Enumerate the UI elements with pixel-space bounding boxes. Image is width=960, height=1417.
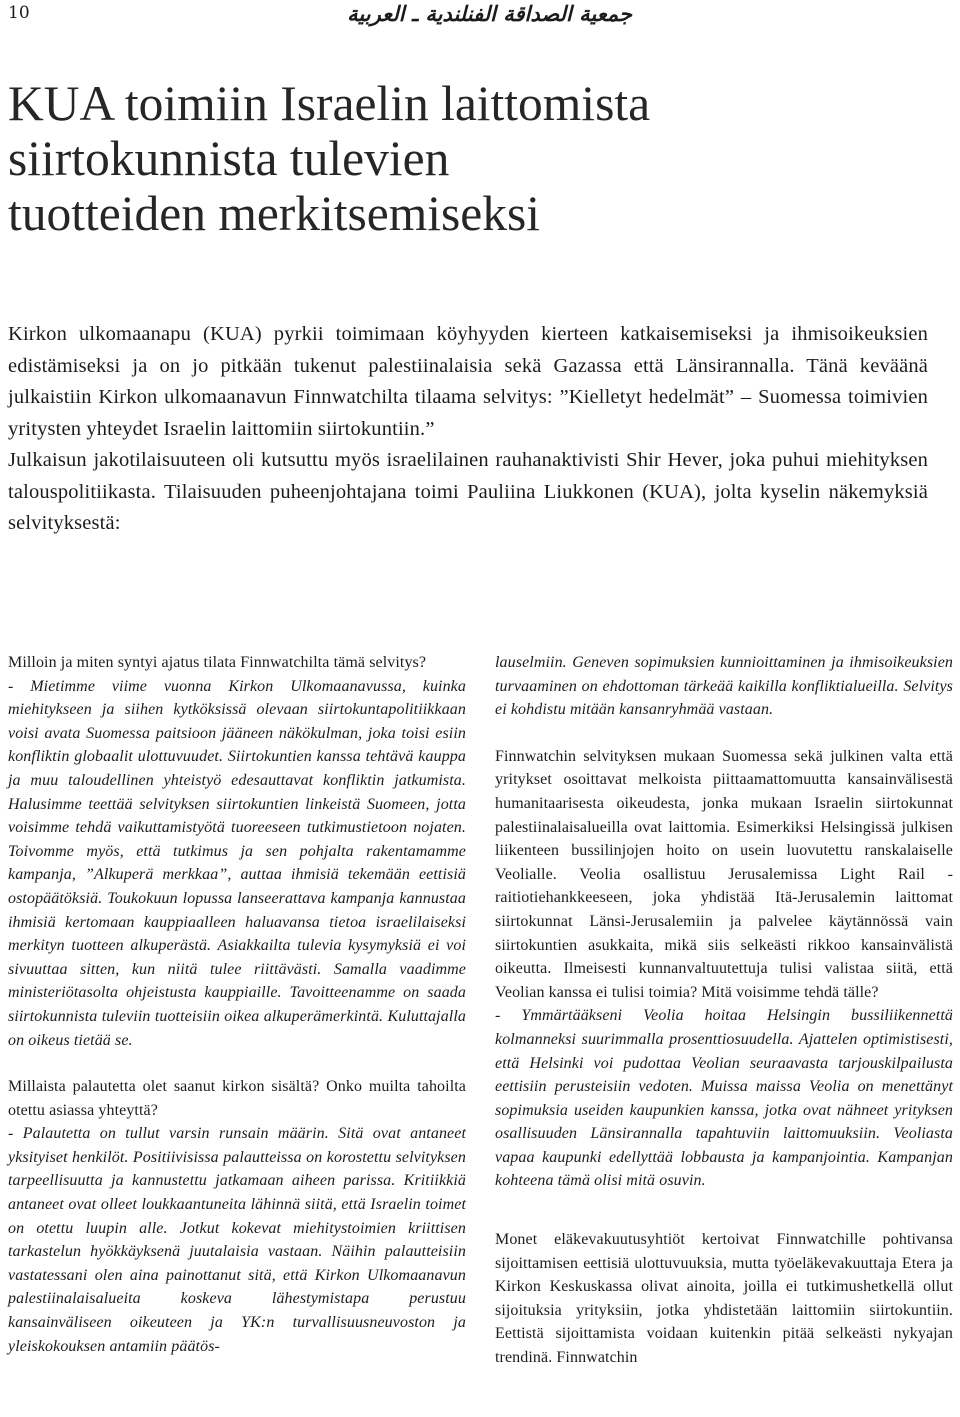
title-line: KUA toimiin Israelin laittomista [8,76,651,131]
organization-name: جمعية الصداقة الفنلندية ـ العربية [347,2,632,26]
intro-paragraph: Julkaisun jakotilaisuuteen oli kutsuttu myös israelilainen rauhanaktivisti Shir Hever, joka puhui miehityksen talouspolitiikasta. Tilaisuuden puheenjohtajana toimi Pauliina Liukkonen (KUA), jolta kyselin näkemyksiä selvityksestä: [8,449,928,534]
article-title [8,76,948,241]
interview-answer: lauselmiin. Geneven sopimuksien kunnioittaminen ja ihmisoikeuksien turvaaminen on ehdottoman tärkeää kaikilla konfliktialueilla. Selvitys ei kohdistu mitään kansanryhmää vastaan. [495,654,953,719]
interview-question: Milloin ja miten syntyi ajatus tilata Finnwatchilta tämä selvitys? [8,654,427,671]
title-line: tuotteiden merkitsemiseksi [8,186,541,241]
interview-question: Millaista palautetta olet saanut kirkon sisältä? Onko muilta tahoilta otettu asiassa yhteyttä? [8,1078,466,1119]
title-line: siirtokunnista tulevien [8,131,450,186]
page-number: 10 [8,3,30,23]
interview-question: Finnwatchin selvityksen mukaan Suomessa sekä julkinen valta että yritykset osoittavat melkoista piittaamattomuutta kansainvälisestä humanitaarisesta oikeudesta, jonka mukaan Israelin siirtokunnat palestiinalaisalueilla ovat laittomia. Esimerkiksi Helsingissä julkisen liikenteen bussilinjojen hoito on usein luovutettu ranskalaiselle Veolialle. Veolia osallistuu Jerusalemissa Light Rail -raitiotiehankkeeseen, joka yhdistää Itä-Jerusalemin laittomat siirtokunnat Länsi-Jerusalemiin ja palvelee käytännössä vain siirtokuntien asukkaita, mikä siis selkeästi rikkoo kansainvälistä oikeutta. Ilmeisesti kunnanvaltuutettuja tulisi valistaa siitä, että Veolian kanssa ei tulisi toimia? Mitä voisimme tehdä tälle? [495,747,953,1001]
interview-answer: - Ymmärtääkseni Veolia hoitaa Helsingin bussiliikennettä kolmanneksi suurimmalla prosenttiosuudella. Ajattelen optimistisesti, että Helsinki voi pudottaa Veolian seuraavasta tarjouskilpailusta eettisiin perusteisiin vedoten. Muissa maissa Veolia on menettänyt sopimuksia useiden kaupunkien kanssa, jotka ovat nähneet yrityksen osallisuuden Länsirannalla tapahtuviin laittomuuksiin. Veoliasta vapaa kaupunki edellyttää lobbausta ja kampanjointia. Kampanjan kohteena tämä olisi mitä osuvin. [495,1007,953,1190]
interview-answer: - Palautetta on tullut varsin runsain määrin. Sitä ovat antaneet yksityiset henkilöt. Positiivisissa palautteissa on korostettu selvityksen tarpeellisuutta ja kannustettu jatkamaan aiheen parissa. Kritiikkiä antaneet ovat olleet loukkaantuneita lähinnä siitä, että Israelin toimet on otettu luupin alle. Jotkut kokevat miehitystoimien kriittisen tarkastelun hyökkäyksenä juutalaisia vastaan. Näihin palautteisiin vastatessani olen aina painottanut sitä, että Kirkon Ulkomaanavun palestiinalaisalueita koskeva lähestymistapa perustuu kansainväliseen oikeuteen ja YK:n turvallisuusneuvoston ja yleiskokouksen antamiin päätös- [8,1125,466,1355]
right-column [495,651,953,1370]
article-intro [8,319,928,540]
article-paragraph: Monet eläkevakuutusyhtiöt kertoivat Finnwatchille pohtivansa sijoittamisen eettisiä ulottuvuuksia, mutta työeläkevakuuttaja Etera ja Kirkon Keskuskassa olivat ainoita, joilla ei tutkimushetkellä ollut sijoituksia yrityksiin, jotka yhdistetään laittomiin siirtokuntiin. Eettistä sijoittamista voidaan kuitenkin pitää selkeästi nykyajan trendinä. Finnwatchin [495,1231,953,1367]
intro-paragraph: Kirkon ulkomaanapu (KUA) pyrkii toimimaan köyhyyden kierteen katkaisemiseksi ja ihmisoikeuksien edistämiseksi ja on jo pitkään tukenut palestiinalaisia sekä Gazassa että Länsirannalla. Tänä keväänä julkaistiin Kirkon ulkomaanavun Finnwatchilta tilaama selvitys: ”Kielletyt hedelmät” – Suomessa toimivien yritysten yhteydet Israelin laittomiin siirtokuntiin.” [8,323,928,440]
left-column [8,651,466,1358]
interview-answer: - Mietimme viime vuonna Kirkon Ulkomaanavussa, kuinka miehitykseen ja siihen kytköksissä olevaan siirtokuntapolitiikkaan voisi avata Suomessa paitsioon jääneen näkökulman, joka toisi esiin konfliktin globaalit ulottuvuudet. Siirtokuntien kanssa tehtävä kauppa ja muu taloudellinen yhteistyö edesauttavat konfliktin jatkumista. Halusimme teettää selvityksen siirtokuntien linkeistä Suomeen, jotta voisimme tehdä vaikuttamistyötä tuoreeseen tutkimustietoon nojaten. Toivomme myös, että tutkimus ja sen pohjalta rakentamamme kampanja, ”Alkuperä merkkaa”, auttaa ihmisiä tekemään eettisiä ostopäätöksiä. Toukokuun lopussa lanseerattava kampanja kannustaa ihmisiä kertomaan kauppiaalleen haluavansa tietoa israelilaiseksi merkityn tuotteen alkuperästä. Asiakkailta tulevia kysymyksiä ei voi sivuuttaa sitten, kun niitä tulee riittävästi. Samalla vaadimme ministeriötasolta ohjeistusta kauppiaille. Tavoitteenamme on saada siirtokunnista tuleviin tuotteisiin oikea alkuperämerkintä. Kuluttajalla on oikeus tietää se. [8,677,466,1049]
